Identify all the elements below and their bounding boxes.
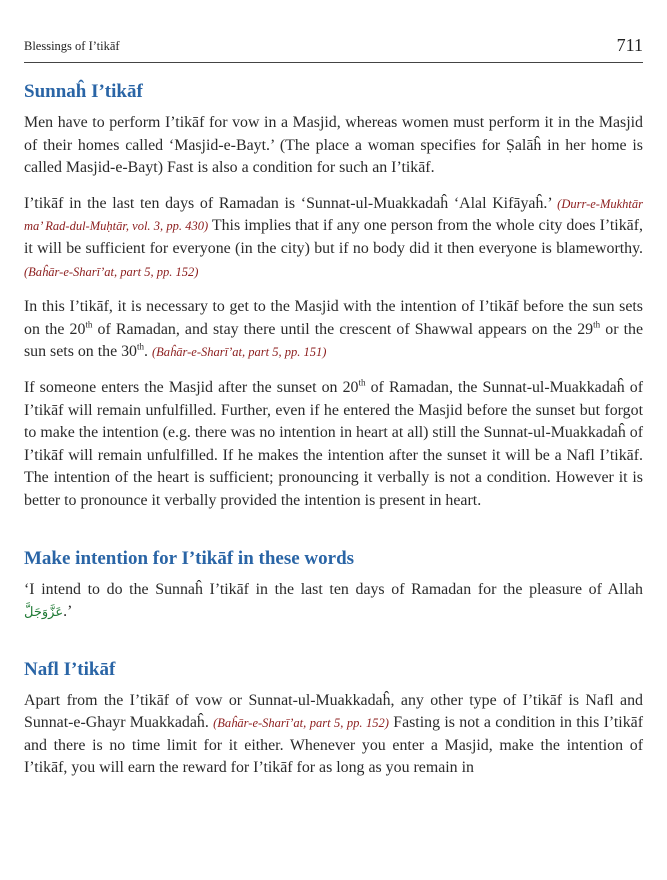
arabic-honorific: عَزَّوَجَلَّ (24, 604, 64, 620)
paragraph-text: of Ramadan, the Sunnat-ul-Muakkadaĥ of I’tikāf will remain unfulfilled. Further, even if he entered the Masjid before the sunset but forgot to make the intention (e.g. there was no intention in heart at all) still the Sunnat-ul-Muakkadaĥ of I’tikāf will remain unfulfilled. If he makes the intention after the sunset it will be a Nafl I’tikāf. The intention of the heart is sufficient; pronouncing it verbally is not a condition. However it is better to pronounce it verbally provided the intention is present in heart. (24, 378, 643, 509)
paragraph-text: .’ (63, 603, 73, 621)
page-header (24, 30, 643, 63)
paragraph-text: If someone enters the Masjid after the sunset on 20 (24, 378, 359, 396)
paragraph (24, 296, 643, 364)
page-body (24, 80, 643, 780)
paragraph-text: . (144, 343, 152, 361)
paragraph (24, 690, 643, 780)
paragraph-text: I’tikāf in the last ten days of Ramadan is ‘Sunnat-ul-Muakkadaĥ ‘Alal Kifāyaĥ.’ (24, 194, 558, 212)
ordinal-suffix: th (85, 319, 93, 330)
section-heading-sunnah-itikaf: Sunnaĥ I’tikāf (24, 81, 143, 102)
reference-citation: (Durr-e-Mukhtār ma’ Rad-dul-Muḥtār, vol. 3, pp. 430) (24, 196, 643, 234)
reference-citation: (Baĥār-e-Sharī’at, part 5, pp. 152) (24, 264, 199, 279)
paragraph (24, 193, 643, 283)
paragraph-text: or the sun sets on the 30 (24, 320, 644, 361)
paragraph (24, 579, 643, 624)
paragraph-text: This implies that if any one person from the whole city does I’tikāf, it will be sufficient for everyone (in the city) but if no body did it then everyone is blameworthy. (24, 217, 643, 257)
paragraph: Men have to perform I’tikāf for vow in a Masjid, whereas women must perform it in the Masjid of their homes called ‘Masjid-e-Bayt.’ (The place a woman specifies for Ṣalāĥ in her home is called Masjid-e-Bayt) Fast is also a condition for such an I’tikāf. (24, 114, 643, 177)
section-heading-nafl-itikaf: Nafl I’tikāf (24, 658, 116, 680)
paragraph-text: ‘I intend to do the Sunnaĥ I’tikāf in the last ten days of Ramadan for the pleasure of Allah (24, 580, 643, 598)
paragraph-text: Fasting is not a condition in this I’tikāf and there is no time limit for it either. Whenever you enter a Masjid, make the intention of I’tikāf, you will earn the reward for I’tikāf for as long as you remain in (24, 714, 643, 777)
paragraph-text: In this I’tikāf, it is necessary to get to the Masjid with the intention of I’tikāf before the sun sets on the 20 (24, 298, 643, 338)
section-heading-make-intention: Make intention for I’tikāf in these words (24, 547, 355, 569)
ordinal-suffix: th (358, 377, 366, 388)
paragraph-text: Apart from the I’tikāf of vow or Sunnat-ul-Muakkadaĥ, any other type of I’tikāf is Nafl and Sunnat-e-Ghayr Muakkadaĥ. (24, 691, 643, 732)
reference-citation: (Baĥār-e-Sharī’at, part 5, pp. 152) (213, 716, 389, 731)
ordinal-suffix: th (137, 342, 145, 353)
ordinal-suffix: th (593, 319, 601, 330)
paragraph (24, 377, 643, 513)
running-title: Blessings of I’tikāf (24, 39, 120, 53)
reference-citation: (Baĥār-e-Sharī’at, part 5, pp. 151) (151, 345, 327, 360)
page-number: 711 (616, 35, 643, 55)
paragraph-text: of Ramadan, and stay there until the crescent of Shawwal appears on the 29 (92, 320, 594, 338)
